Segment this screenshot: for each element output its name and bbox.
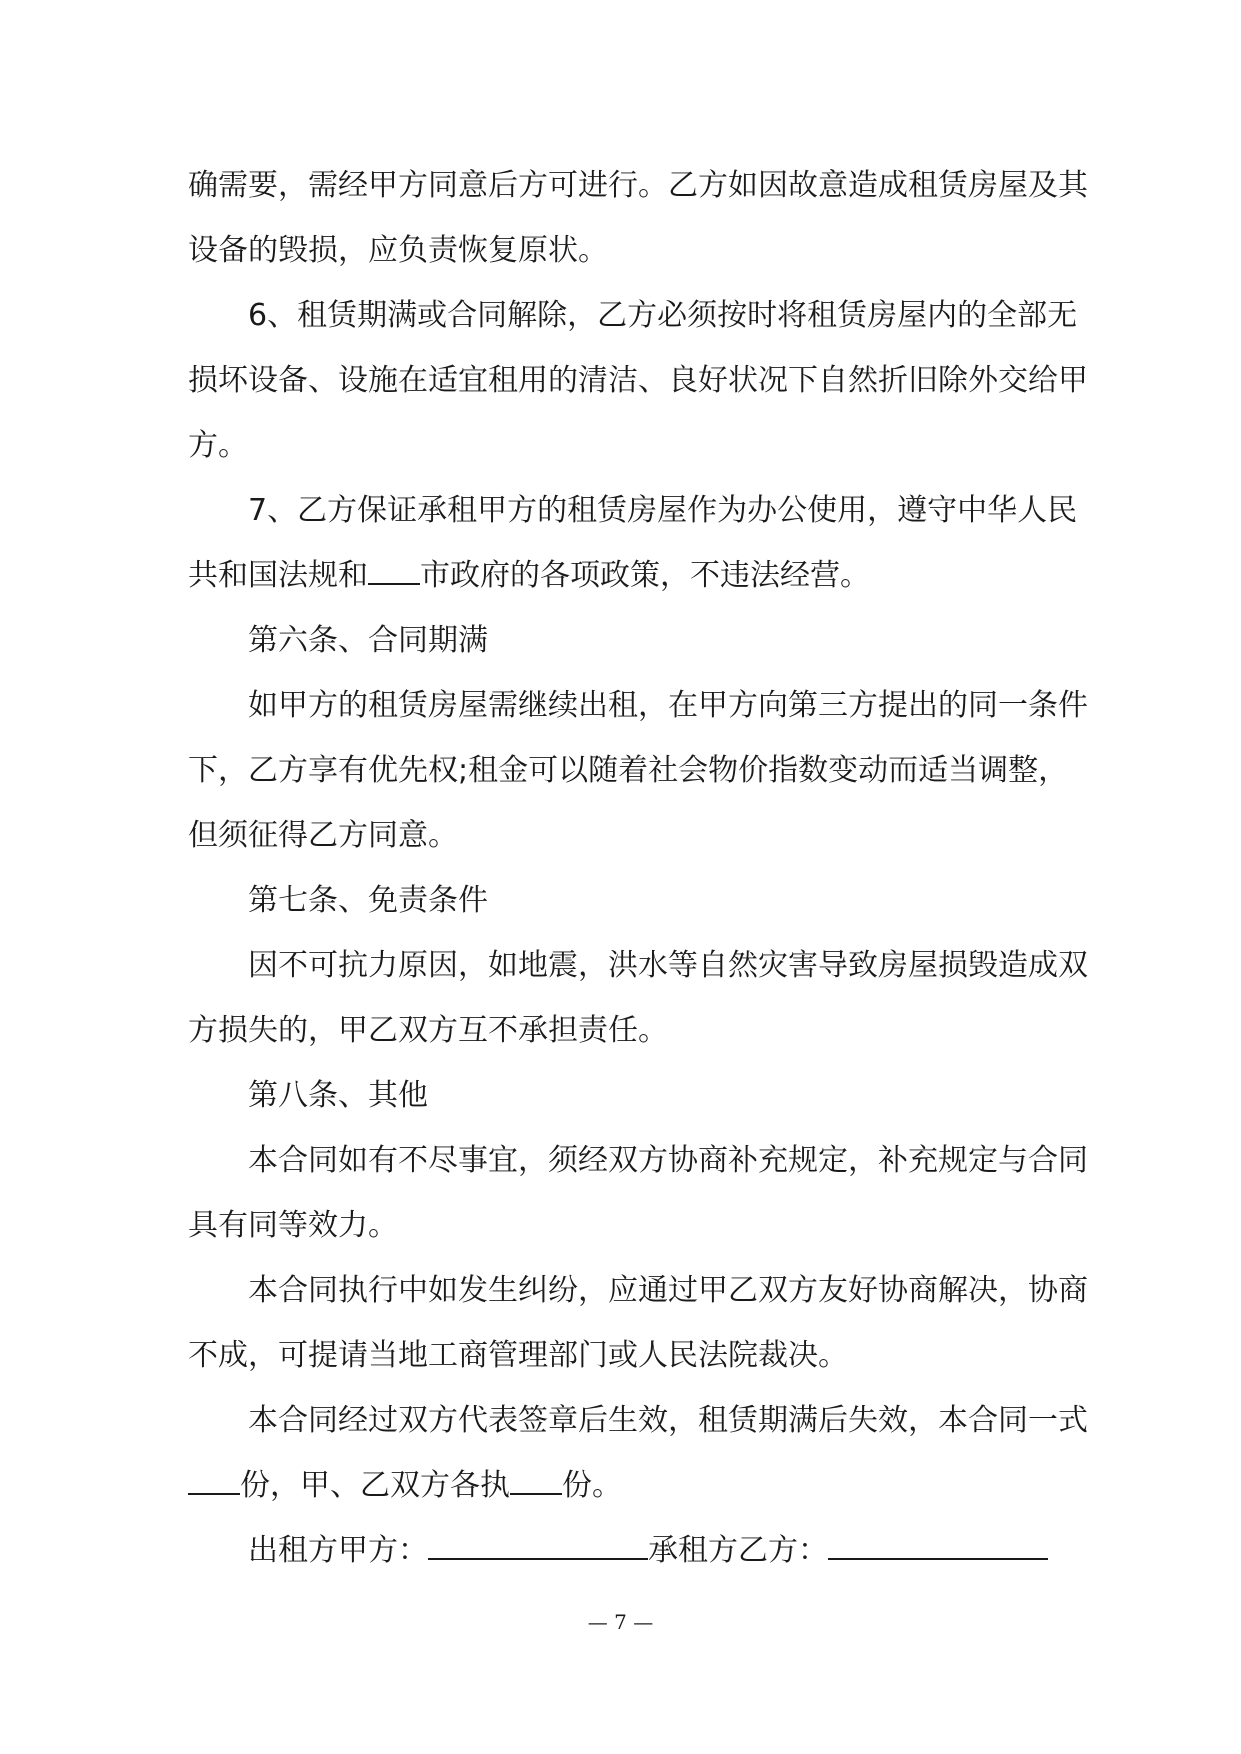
signature-line	[188, 1518, 1068, 1583]
lessor-signature-blank	[428, 1532, 648, 1560]
text-line: 6、租赁期满或合同解除，乙方必须按时将租赁房屋内的全部无	[248, 298, 1078, 333]
article-6-body	[188, 673, 1088, 868]
text-fragment: 市政府的各项政策，不违法经营。	[420, 558, 870, 593]
text-line: 因不可抗力原因，如地震，洪水等自然灾害导致房屋损毁造成双	[248, 948, 1088, 983]
article-8-paragraph-3	[188, 1388, 1088, 1518]
text-line: 但须征得乙方同意。	[188, 818, 458, 853]
text-line: 本合同执行中如发生纠纷，应通过甲乙双方友好协商解决，协商	[248, 1273, 1088, 1308]
article-7-body	[188, 933, 1088, 1063]
paragraph-item-6	[188, 283, 1088, 478]
text-line: 7、乙方保证承租甲方的租赁房屋作为办公使用，遵守中华人民	[248, 493, 1078, 528]
text-fragment: 共和国法规和	[188, 558, 368, 593]
text-fragment: 份，甲、乙双方各执	[240, 1468, 510, 1503]
text-line	[188, 543, 1068, 608]
text-line: 确需要，需经甲方同意后方可进行。乙方如因故意造成租赁房屋及其	[188, 168, 1088, 203]
page-number: — 7 —	[587, 1610, 654, 1634]
lessor-label: 出租方甲方：	[248, 1533, 428, 1568]
city-blank	[368, 557, 420, 585]
text-line: 损坏设备、设施在适宜租用的清洁、良好状况下自然折旧除外交给甲	[188, 363, 1088, 398]
copies-total-blank	[188, 1467, 240, 1495]
text-line: 下，乙方享有优先权;租金可以随着社会物价指数变动而适当调整，	[188, 753, 1069, 788]
text-line: 本合同经过双方代表签章后生效，租赁期满后失效，本合同一式	[248, 1403, 1088, 1438]
text-line: 不成，可提请当地工商管理部门或人民法院裁决。	[188, 1338, 848, 1373]
document-body	[188, 153, 1088, 1583]
text-line: 设备的毁损，应负责恢复原状。	[188, 233, 608, 268]
text-line: 如甲方的租赁房屋需继续出租，在甲方向第三方提出的同一条件	[248, 688, 1088, 723]
text-line: 方。	[188, 428, 248, 463]
heading: 第六条、合同期满	[248, 623, 488, 658]
article-6-title	[188, 608, 1068, 673]
article-8-paragraph-1	[188, 1128, 1088, 1258]
paragraph-item-7	[188, 478, 1078, 608]
text-line: 本合同如有不尽事宜，须经双方协商补充规定，补充规定与合同	[248, 1143, 1088, 1178]
text-line	[188, 1453, 1068, 1518]
heading: 第七条、免责条件	[248, 883, 488, 918]
text-line: 方损失的，甲乙双方互不承担责任。	[188, 1013, 668, 1048]
lessee-signature-blank	[828, 1532, 1048, 1560]
text-fragment: 份。	[562, 1468, 622, 1503]
copies-each-blank	[510, 1467, 562, 1495]
paragraph-damage-clause	[188, 153, 1088, 283]
article-8-title	[188, 1063, 1068, 1128]
article-8-paragraph-2	[188, 1258, 1088, 1388]
text-line: 具有同等效力。	[188, 1208, 398, 1243]
article-7-title	[188, 868, 1068, 933]
heading: 第八条、其他	[248, 1078, 428, 1113]
lessee-label: 承租方乙方：	[648, 1533, 828, 1568]
